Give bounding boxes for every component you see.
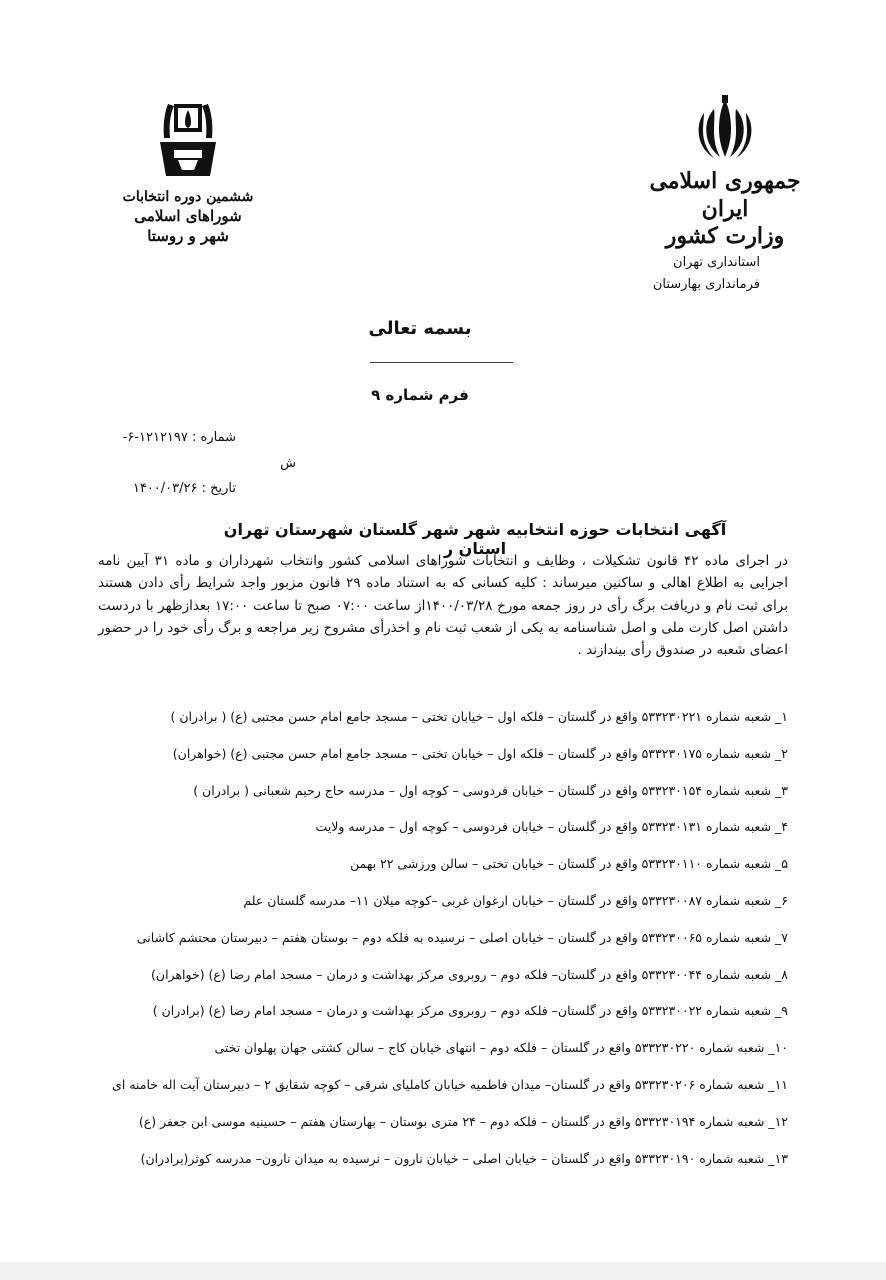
election-logo <box>118 100 258 246</box>
bismillah-heading: بسمه تعالی <box>368 318 472 339</box>
branch-item: ۱_ شعبه شماره ۵۳۳۲۳۰۲۲۱ واقع در گلستان – فلکه اول – خیابان تختی – مسجد جامع امام حسن مجتبی (ع) ( برادران ) <box>170 709 788 724</box>
form-number: فرم شماره ۹ <box>371 386 469 404</box>
office-block <box>640 252 760 296</box>
branch-item: ۳_ شعبه شماره ۵۳۳۲۳۰۱۵۴ واقع در گلستان – خیابان فردوسی – کوچه اول – مدرسه حاج رحیم شعبانی ( برادران ) <box>193 782 788 798</box>
ministry-line1: جمهوری اسلامی ایران <box>649 168 801 222</box>
office-line2: فرمانداری بهارستان <box>652 277 760 292</box>
branch-item: ۹_ شعبه شماره ۵۳۳۲۳۰۰۲۲ واقع در گلستان– فلکه دوم – روبروی مرکز بهداشت و درمان – مسجد امام رضا (ع) (برادران ) <box>152 1003 788 1019</box>
scan-edge <box>0 1262 886 1280</box>
branch-item: ۶_ شعبه شماره ۵۳۳۲۳۰۰۸۷ واقع در گلستان – خیابان ارغوان غربی –کوچه میلان ۱۱– مدرسه گلستان علم <box>243 892 788 908</box>
branch-item: ۱۰_ شعبه شماره ۵۳۳۲۳۰۲۲۰ واقع در گلستان – فلکه دوم – انتهای خیابان کاج – سالن کشتی جهان پهلوان تختی <box>214 1040 788 1056</box>
notice-title: آگهی انتخابات حوزه انتخابیه شهر شهر گلستان شهرستان تهران استان ر <box>223 520 727 558</box>
notice-paragraph: در اجرای ماده ۴۲ قانون تشکیلات ، وظایف و انتخابات شوراهای اسلامی کشور وانتخاب شهرداران و ماده ۳۱ آیین نامه اجرایی به اطلاع اهالی و ساکنین میرساند : کلیه کسانی که به استناد ماده ۲۹ قانون مزبور واجد شرایط رأی دادن هستند برای ثبت نام و دریافت برگ رأی در روز جمعه مورخ ۱۴۰۰/۰۳/۲۸از ساعت ۰۷:۰۰ صبح تا ساعت ۱۷:۰۰ بعدازظهر با دردست داشتن اصل کارت ملی و اصل شناسنامه به یکی از شعب ثبت نام و اخذرأی مشروح زیر مراجعه و برگ رأی خود را در حضور اعضای شعبه در صندوق رأی بیندازند . <box>98 553 789 659</box>
iran-emblem-icon <box>693 95 757 165</box>
ministry-header <box>640 95 810 249</box>
branch-item: ۱۲_ شعبه شماره ۵۳۳۲۳۰۱۹۴ واقع در گلستان – فلکه دوم – ۲۴ متری بوستان – بهارستان هفتم – حسینیه موسی ابن جعفر (ع) <box>138 1113 788 1129</box>
branch-item: ۱۱_ شعبه شماره ۵۳۳۲۳۰۲۰۶ واقع در گلستان– میدان فاطمیه خیابان کاملیای شرقی – کوچه شقایق ۲ – دبیرستان آیت اله خامنه ای <box>112 1076 788 1092</box>
heading-divider <box>370 362 513 363</box>
reference-letter: ش <box>280 456 296 471</box>
ministry-line2: وزارت کشور <box>665 223 785 249</box>
branch-item: ۱۳_ شعبه شماره ۵۳۳۲۳۰۱۹۰ واقع در گلستان – خیابان اصلی – خیابان نارون – نرسیده به میدان نارون– مدرسه کوثر(برادران) <box>140 1150 788 1166</box>
branch-list <box>98 706 788 1184</box>
reference-number: شماره : ۱۲۱۲۱۹۷-۶- <box>122 430 236 445</box>
branch-item: ۵_ شعبه شماره ۵۳۳۲۳۰۱۱۰ واقع در گلستان – خیابان تختی – سالن ورزشی ۲۲ بهمن <box>350 856 788 872</box>
branch-item: ۲_ شعبه شماره ۵۳۳۲۳۰۱۷۵ واقع در گلستان – فلکه اول – خیابان تختی – مسجد جامع امام حسن مجتبی (ع) (خواهران) <box>172 745 788 761</box>
reference-date: تاریخ : ۱۴۰۰/۰۳/۲۶ <box>132 481 236 496</box>
election-line1: ششمین دوره انتخابات <box>122 189 254 205</box>
branch-item: ۸_ شعبه شماره ۵۳۳۲۳۰۰۴۴ واقع در گلستان– فلکه دوم – روبروی مرکز بهداشت و درمان – مسجد امام رضا (ع) (خواهران) <box>151 966 788 982</box>
branch-item: ۷_ شعبه شماره ۵۳۳۲۳۰۰۶۵ واقع در گلستان – خیابان اصلی – نرسیده به فلکه دوم – بوستان هفتم – دبیرستان محتشم کاشانی <box>136 929 788 945</box>
branch-item: ۴_ شعبه شماره ۵۳۳۲۳۰۱۳۱ واقع در گلستان – خیابان فردوسی – کوچه اول – مدرسه ولایت <box>315 819 788 835</box>
office-line1: استانداری تهران <box>673 255 760 270</box>
ballot-box-icon <box>148 100 228 180</box>
election-line2: شوراهای اسلامی شهر و روستا <box>134 207 242 245</box>
